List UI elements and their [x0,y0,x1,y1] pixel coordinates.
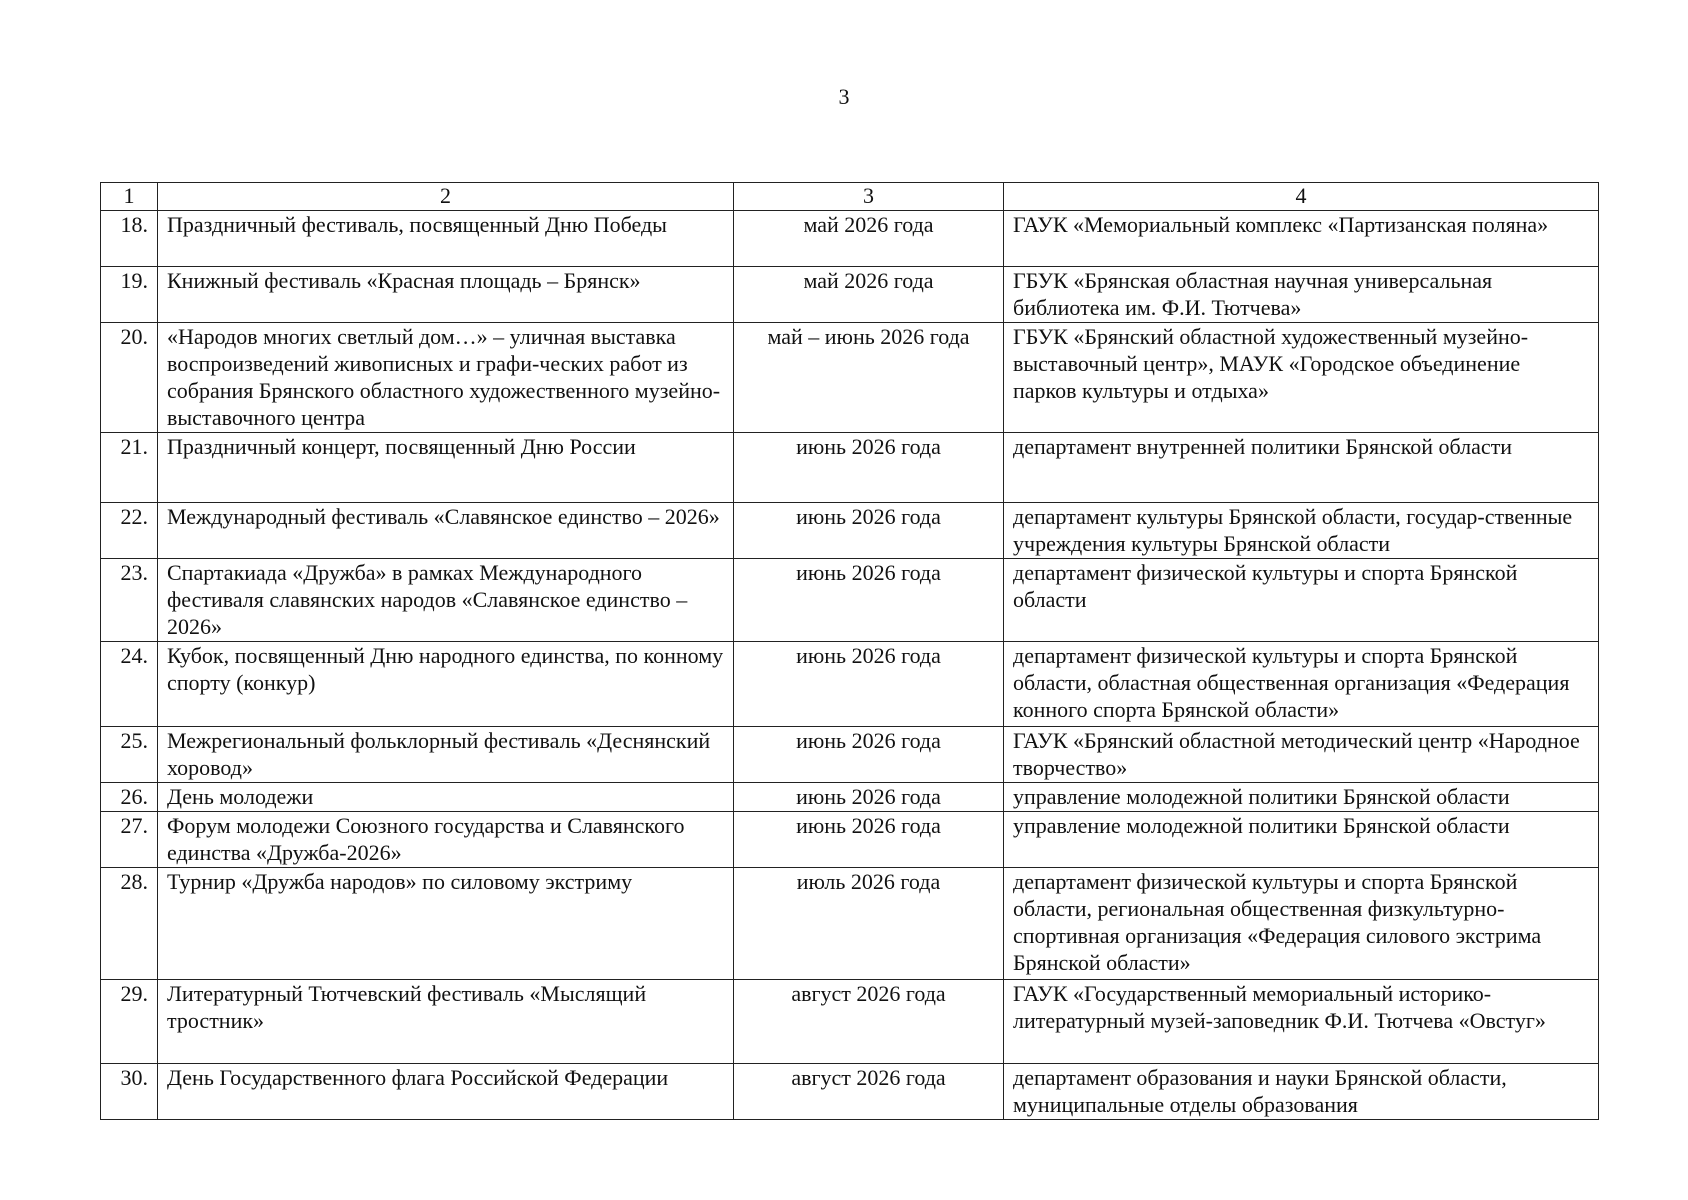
event-date: июнь 2026 года [734,783,1004,812]
event-name: Кубок, посвященный Дню народного единства, по конному спорту (конкур) [158,642,734,727]
event-date: июнь 2026 года [734,433,1004,503]
table-row [101,812,1599,868]
event-name: Межрегиональный фольклорный фестиваль «Деснянский хоровод» [158,727,734,783]
row-number: 20. [101,323,158,433]
row-number: 25. [101,727,158,783]
row-number: 27. [101,812,158,868]
organizer: департамент внутренней политики Брянской области [1004,433,1599,503]
organizer: управление молодежной политики Брянской области [1004,783,1599,812]
event-date: июнь 2026 года [734,642,1004,727]
event-date: июнь 2026 года [734,503,1004,559]
event-name: День молодежи [158,783,734,812]
event-date: июнь 2026 года [734,812,1004,868]
organizer: ГАУК «Государственный мемориальный историко-литературный музей-заповедник Ф.И. Тютчева «Овстуг» [1004,980,1599,1064]
organizer: ГБУК «Брянский областной художественный музейно-выставочный центр», МАУК «Городское объединение парков культуры и отдыха» [1004,323,1599,433]
event-name: Форум молодежи Союзного государства и Славянского единства «Дружба-2026» [158,812,734,868]
event-name: «Народов многих светлый дом…» – уличная выставка воспроизведений живописных и графи-ческих работ из собрания Брянского областного художественного музейно-выставочного центра [158,323,734,433]
organizer: управление молодежной политики Брянской области [1004,812,1599,868]
organizer: департамент физической культуры и спорта Брянской области [1004,559,1599,642]
row-number: 18. [101,211,158,267]
event-name: Международный фестиваль «Славянское единство – 2026» [158,503,734,559]
event-name: Турнир «Дружба народов» по силовому экстриму [158,868,734,980]
column-header-2: 2 [158,183,734,211]
table-row [101,559,1599,642]
organizer: ГБУК «Брянская областная научная универсальная библиотека им. Ф.И. Тютчева» [1004,267,1599,323]
table-row [101,642,1599,727]
event-date: май – июнь 2026 года [734,323,1004,433]
row-number: 23. [101,559,158,642]
row-number: 29. [101,980,158,1064]
table-header-row [101,183,1599,211]
event-name: Спартакиада «Дружба» в рамках Международного фестиваля славянских народов «Славянское единство – 2026» [158,559,734,642]
row-number: 22. [101,503,158,559]
event-name: Праздничный фестиваль, посвященный Дню Победы [158,211,734,267]
table-row [101,433,1599,503]
event-date: июнь 2026 года [734,559,1004,642]
row-number: 26. [101,783,158,812]
page-number: 3 [838,84,850,109]
organizer: департамент физической культуры и спорта Брянской области, областная общественная организация «Федерация конного спорта Брянской области» [1004,642,1599,727]
row-number: 21. [101,433,158,503]
event-date: май 2026 года [734,267,1004,323]
column-header-3: 3 [734,183,1004,211]
event-name: Праздничный концерт, посвященный Дню России [158,433,734,503]
event-date: май 2026 года [734,211,1004,267]
table-row [101,868,1599,980]
table-row [101,323,1599,433]
column-header-4: 4 [1004,183,1599,211]
row-number: 30. [101,1064,158,1120]
column-header-1: 1 [101,183,158,211]
table-row [101,783,1599,812]
event-date: август 2026 года [734,1064,1004,1120]
organizer: ГАУК «Мемориальный комплекс «Партизанская поляна» [1004,211,1599,267]
event-name: День Государственного флага Российской Федерации [158,1064,734,1120]
events-table [100,182,1599,1120]
table-row [101,1064,1599,1120]
row-number: 28. [101,868,158,980]
table-row [101,211,1599,267]
event-date: август 2026 года [734,980,1004,1064]
table-row [101,267,1599,323]
row-number: 19. [101,267,158,323]
event-date: июль 2026 года [734,868,1004,980]
table-row [101,503,1599,559]
table-row [101,980,1599,1064]
organizer: департамент физической культуры и спорта Брянской области, региональная общественная физкультурно-спортивная организация «Федерация силового экстрима Брянской области» [1004,868,1599,980]
organizer: ГАУК «Брянский областной методический центр «Народное творчество» [1004,727,1599,783]
organizer: департамент культуры Брянской области, государ-ственные учреждения культуры Брянской области [1004,503,1599,559]
event-name: Литературный Тютчевский фестиваль «Мыслящий тростник» [158,980,734,1064]
organizer: департамент образования и науки Брянской области, муниципальные отделы образования [1004,1064,1599,1120]
row-number: 24. [101,642,158,727]
event-date: июнь 2026 года [734,727,1004,783]
event-name: Книжный фестиваль «Красная площадь – Брянск» [158,267,734,323]
table-row [101,727,1599,783]
